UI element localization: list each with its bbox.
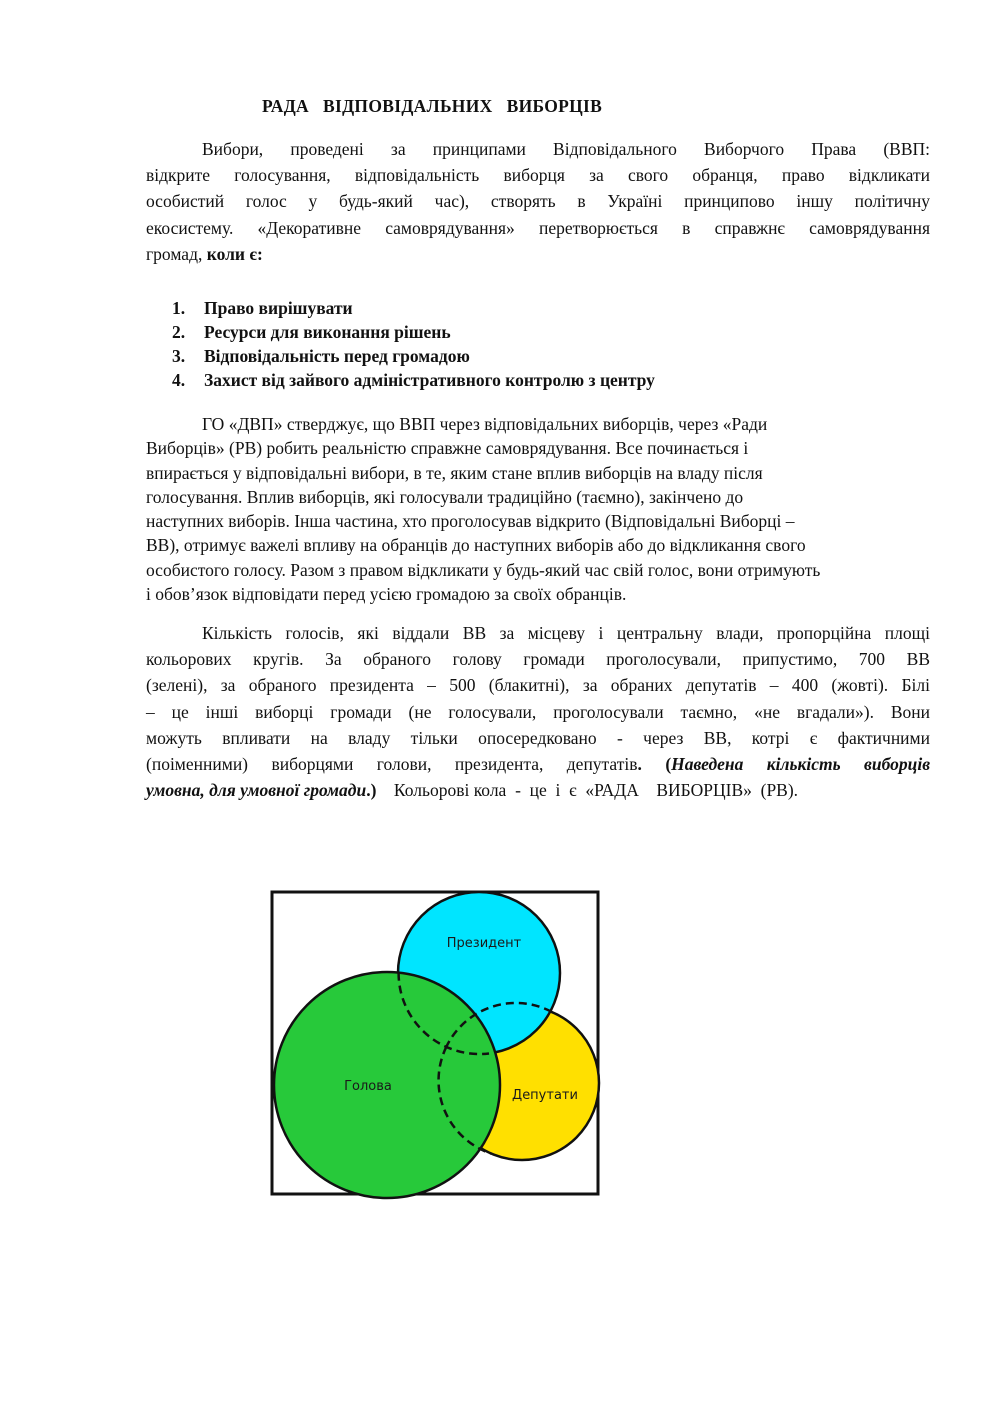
bold-italic-run: умовна, для умовної громади	[146, 780, 367, 801]
list-number: 2.	[172, 322, 186, 342]
list-text: Право вирішувати	[204, 298, 353, 318]
text-line: і обов’язок відповідати перед усією громадою за своїх обранців.	[146, 584, 627, 605]
list-number: 1.	[172, 298, 186, 318]
text-line: (зелені), за обраного президента – 500 (блакитні), за обраних депутатів – 400 (жовті). Білі	[146, 675, 930, 696]
text-line: Кількість голосів, які віддали ВВ за місцеву і центральну влади, пропорційна площі	[202, 623, 930, 643]
bold-run: коли є:	[206, 243, 263, 264]
president-label: Президент	[446, 936, 522, 951]
bold-run: . (	[637, 754, 672, 775]
text-line: екосистему. «Декоративне самоврядування» перетворюється в справжнє самоврядування	[146, 217, 930, 238]
list-text: Ресурси для виконання рішень	[204, 322, 451, 342]
deputies-label: Депутати	[512, 1088, 578, 1103]
bold-italic-run: Наведена кількість виборців	[671, 754, 931, 775]
text-run: громад,	[146, 243, 207, 264]
list-text: Відповідальність перед громадою	[204, 346, 470, 366]
text-line: особистого голосу. Разом з правом відкликати у будь-який час свій голос, вони отримують	[146, 559, 821, 580]
list-number: 3.	[172, 346, 186, 366]
text-line: можуть впливати на владу тільки опосередковано - через ВВ, котрі є фактичними	[146, 727, 930, 748]
text-line: ГО «ДВП» стверджує, що ВВП через відповідальних виборців, через «Ради	[202, 414, 768, 434]
text-run: Кольорові кола - це і є «РАДА ВИБОРЦІВ» (РВ).	[376, 780, 799, 801]
bold-run: .)	[366, 780, 377, 801]
text-line: наступних виборів. Інша частина, хто проголосував відкрито (Відповідальні Виборці –	[146, 511, 795, 532]
text-line: – це інші виборці громади (не голосували, проголосували таємно, «не вгадали»). Вони	[146, 701, 930, 722]
document-title: РАДА ВІДПОВІДАЛЬНИХ ВИБОРЦІВ	[262, 96, 603, 116]
list-number: 4.	[172, 370, 186, 390]
text-line: Вибори, проведені за принципами Відповідального Виборчого Права (ВВП:	[202, 139, 930, 159]
text-line: Виборців» (РВ) робить реальністю справжне самоврядування. Все починається і	[146, 438, 749, 459]
text-line: голосування. Вплив виборців, які голосували традиційно (таємно), закінчено до	[146, 486, 744, 507]
text-line: ВВ), отримує важелі впливу на обранців до наступних виборів або до відкликання свого	[146, 535, 806, 556]
list-text: Захист від зайвого адміністративного контролю з центру	[204, 370, 655, 390]
text-run: (поіменними) виборцями голови, президента, депутатів	[146, 754, 638, 775]
text-line: відкрите голосування, відповідальність виборця за свого обранця, право відкликати	[146, 165, 930, 186]
text-line: кольорових кругів. За обраного голову громади проголосували, припустимо, 700 ВВ	[146, 649, 930, 670]
text-line: впирається у відповідальні вибори, в те, яким стане вплив виборців на владу після	[146, 462, 763, 483]
head-label: Голова	[344, 1079, 392, 1094]
text-line: особистий голос у будь-який час), створять в Україні принципово іншу політичну	[146, 191, 930, 212]
